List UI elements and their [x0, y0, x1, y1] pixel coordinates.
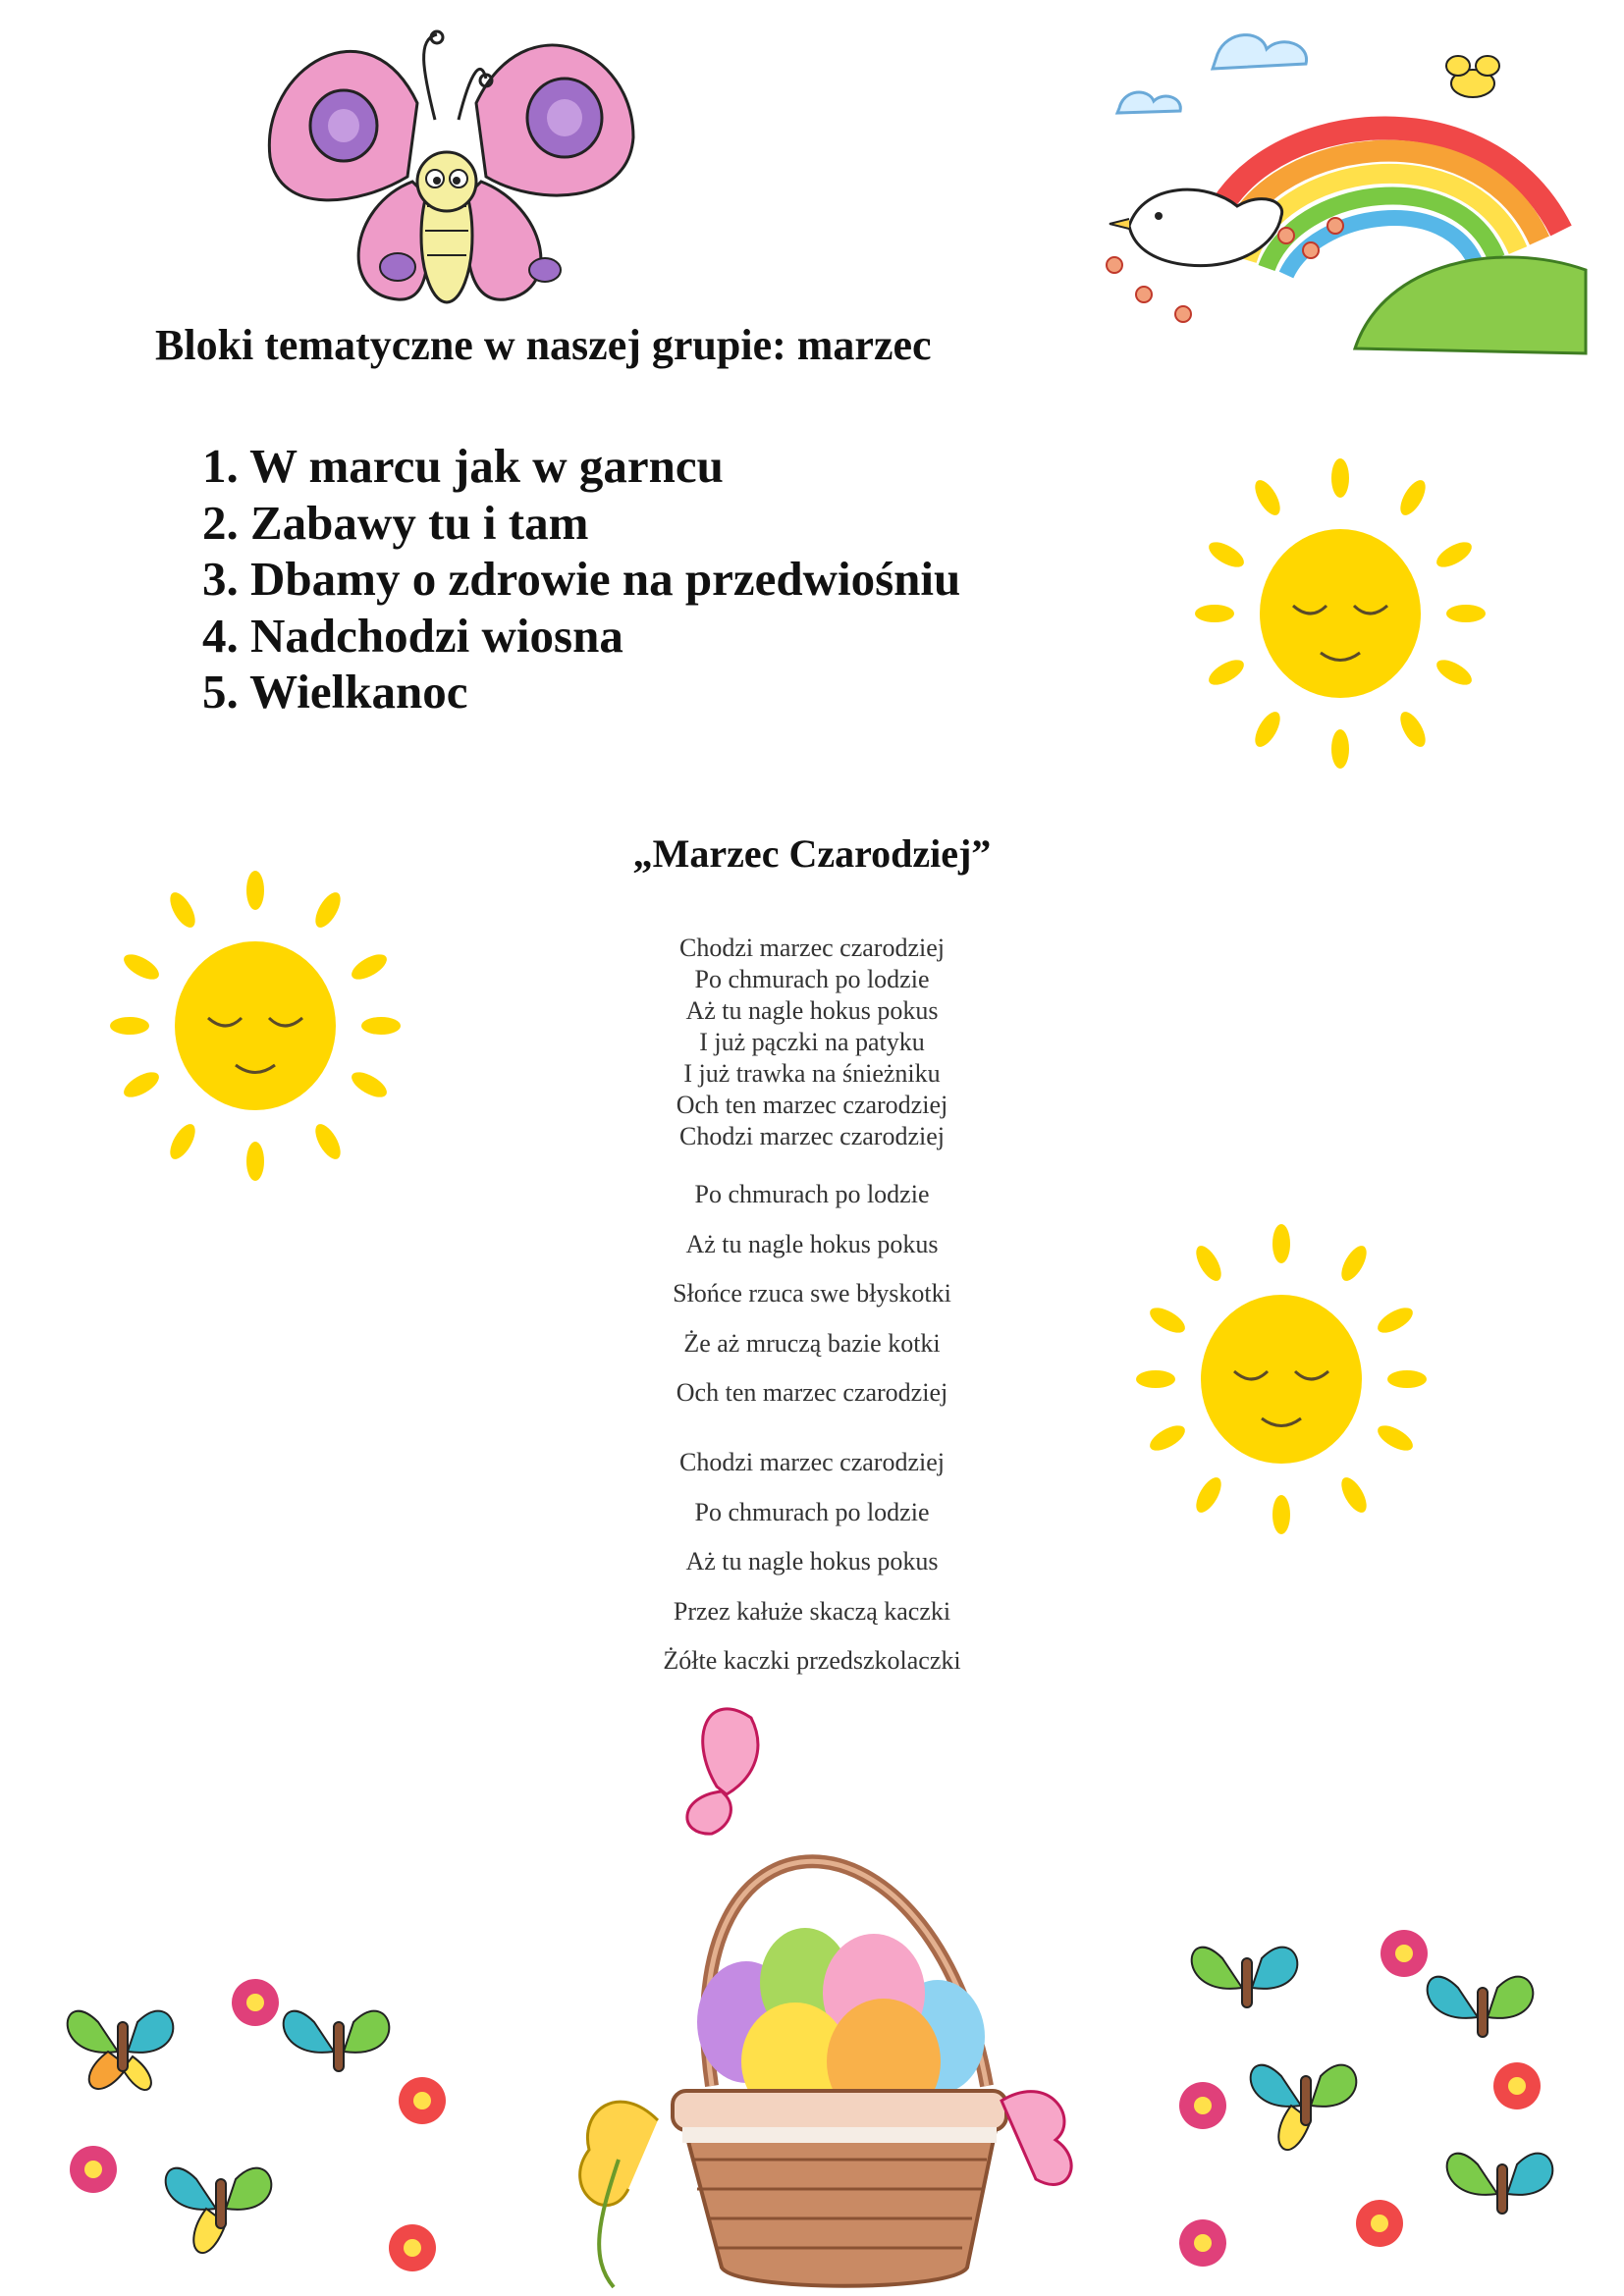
- poem-line: Chodzi marzec czarodziej: [679, 1122, 945, 1150]
- poem-line: Aż tu nagle hokus pokus: [685, 1229, 939, 1258]
- poem-stanza: [0, 933, 1624, 1152]
- theme-item: 4. Nadchodzi wiosna: [202, 608, 623, 663]
- poem-line: Chodzi marzec czarodziej: [679, 934, 945, 962]
- poem-line: Że aż mruczą bazie kotki: [683, 1328, 941, 1358]
- poem-line: I już pączki na patyku: [699, 1028, 925, 1056]
- poem-line: Po chmurach po lodzie: [694, 1180, 930, 1208]
- poem-line: Aż tu nagle hokus pokus: [685, 1547, 939, 1576]
- poem-line: Słońce rzuca swe błyskotki: [673, 1279, 951, 1308]
- page-title: Bloki tematyczne w naszej grupie: marzec: [155, 321, 932, 369]
- poem-line: Chodzi marzec czarodziej: [679, 1448, 945, 1476]
- poem-stanza: [0, 1438, 1624, 1686]
- theme-item: 1. W marcu jak w garncu: [202, 439, 724, 493]
- theme-item: 3. Dbamy o zdrowie na przedwiośniu: [202, 552, 961, 606]
- butterflies-flowers-illustration: [1164, 1909, 1581, 2296]
- rainbow-illustration: [1090, 15, 1596, 368]
- themes-list: [202, 438, 960, 721]
- poem-line: Przez kałuże skaczą kaczki: [673, 1596, 951, 1626]
- sun-illustration: [1203, 461, 1478, 766]
- poem-line: Aż tu nagle hokus pokus: [685, 996, 939, 1025]
- poem-line: Och ten marzec czarodziej: [676, 1378, 948, 1408]
- poem-line: Po chmurach po lodzie: [694, 965, 930, 993]
- poem-line: Żółte kaczki przedszkolaczki: [663, 1646, 961, 1676]
- poem-stanza: [0, 1170, 1624, 1418]
- butterflies-flowers-illustration: [59, 1963, 496, 2296]
- easter-basket-illustration: [520, 1698, 1129, 2296]
- poem-line: Och ten marzec czarodziej: [676, 1091, 948, 1119]
- butterfly-illustration: [250, 10, 643, 309]
- poem-title: „Marzec Czarodziej”: [632, 831, 992, 876]
- theme-item: 2. Zabawy tu i tam: [202, 495, 589, 550]
- theme-item: 5. Wielkanoc: [202, 665, 468, 719]
- poem-line: I już trawka na śnieżniku: [683, 1059, 941, 1088]
- poem-line: Po chmurach po lodzie: [694, 1497, 930, 1526]
